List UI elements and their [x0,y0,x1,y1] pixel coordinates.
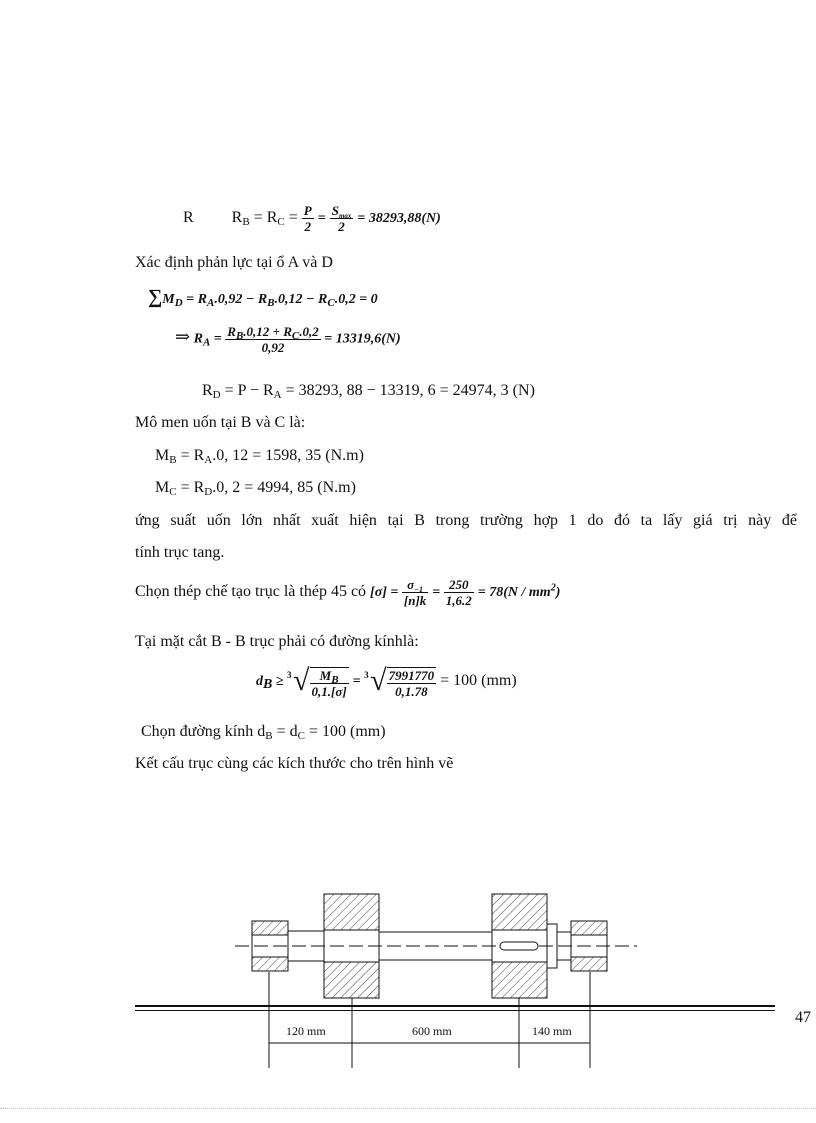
heading-shaft-structure: Kết cấu trục cùng các kích thước cho trên hình vẽ [135,755,454,772]
equation-rd: $R_D = P - R_A = 38293$, 88 − 13319, 6 = 24974, 3 (N) [202,382,535,401]
equation-diameter: $d_B$ ≥ 3 √ $\frac{M_B}{0,1.[\sigma]}$ = 3 √ $\frac{7991770}{0,1.78}$ = 100 (mm) [256,664,517,699]
heading-reactions: Xác định phản lực tại ổ A và D [135,254,333,271]
bottom-dotted-line [0,1108,816,1109]
equation-rb-rc: R $R_B = R_C$ = $\frac{P}{2}$ = $\frac{S_{max}}{2}$ = 38293,88(N) [183,203,441,234]
equation-ra: ⇒ $R_A$ = $\frac{R_B.0,12 + R_C.0,2}{0,92}$ = 13319,6(N) [175,324,401,355]
footer-rule-thin [135,1010,775,1011]
equation-mc: $M_C = R_D.0$, 2 = 4994, 85 (N.m) [155,479,356,498]
fraction-smax-over-2: $\frac{S_{max}}{2}$ [331,203,352,234]
heading-bending-moment: Mô men uốn tại B và C là: [135,414,306,431]
equation-allowable-stress: Chọn thép chế tạo trục là thép 45 có [σ] = $\frac{\sigma_{-1}}{[n]k}$ = $\frac{250}{1,6.2}$ = $78(N / mm^2)$ [135,577,561,608]
dimension-label-600: 600 mm [412,1024,452,1038]
dimension-label-140: 140 mm [532,1024,572,1038]
cube-root-2: 3 √ $\frac{7991770}{0,1.78}$ [364,664,435,699]
heading-section-bb: Tại mặt cắt B - B trục phải có đường kínhlà: [135,633,419,650]
cube-root-1: 3 √ $\frac{M_B}{0,1.[\sigma]}$ [287,664,347,699]
fraction-p-over-2: $\frac{P}{2}$ [303,203,312,234]
equation-mb: $M_B = R_A.0$, 12 = 1598, 35 (N.m) [155,447,364,466]
page-number: 47 [795,1009,811,1026]
keyway-slot [500,942,538,950]
fraction-250: $\frac{250}{1,6.2}$ [445,577,472,608]
shaft-drawing [0,880,816,1080]
equation-choose-diameter: Chọn đường kính $d_B = d_C = 100$ (mm) [141,723,386,742]
footer-rule [135,1005,775,1007]
eq1-lead: R [183,209,194,227]
paragraph-stress-line2: tính trục tang. [135,544,225,561]
eq1-result: = 38293,88(N) [357,211,441,227]
paragraph-stress-line1: ứng suất uốn lớn nhất xuất hiện tại B trong trường hợp 1 do đó ta lấy giá trị này để [135,512,797,529]
fraction-ra: $\frac{R_B.0,12 + R_C.0,2}{0,92}$ [227,324,319,355]
dimension-label-120: 120 mm [286,1024,326,1038]
fraction-sigma: $\frac{\sigma_{-1}}{[n]k}$ [403,577,427,608]
equation-sum-moments: $\sum M_D = R_A.0,92 - R_B.0,12 - R_C.0,2 = 0$ [148,286,378,309]
